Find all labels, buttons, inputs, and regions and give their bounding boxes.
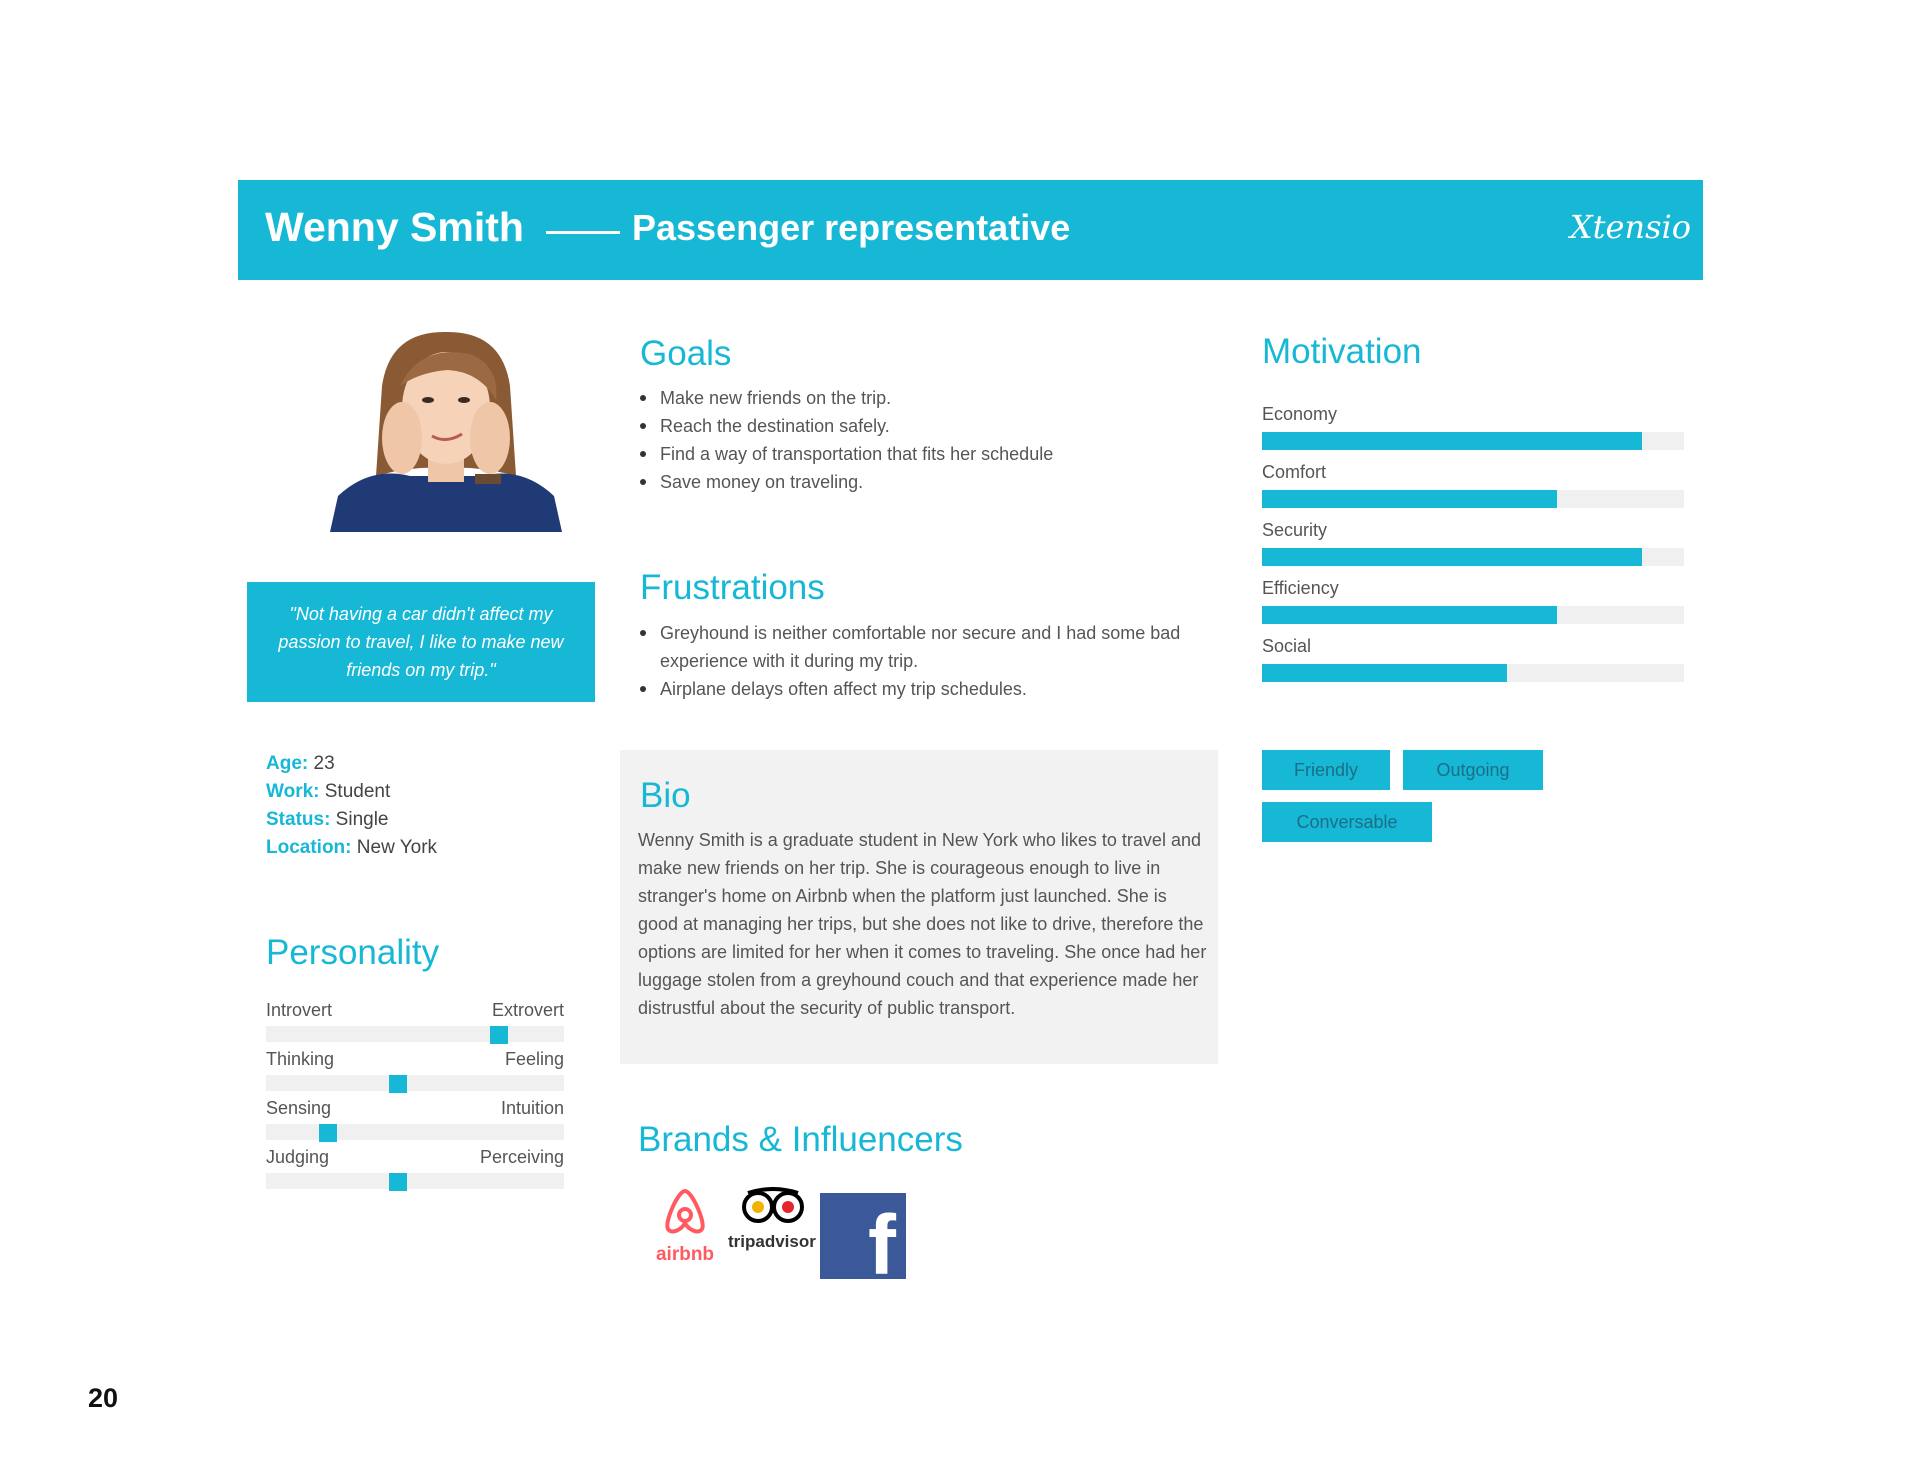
motivation-track: [1262, 490, 1684, 508]
persona-info: [266, 750, 437, 862]
bio-title: Bio: [640, 776, 691, 815]
motivation-item: [1262, 636, 1684, 694]
motivation-fill: [1262, 548, 1642, 566]
info-age: Age: 23: [266, 753, 335, 774]
scale-right-label: Feeling: [504, 1049, 564, 1069]
scale-track: [266, 1026, 564, 1042]
tag-friendly: Friendly: [1262, 750, 1390, 790]
motivation-track: [1262, 432, 1684, 450]
motivation-item: [1262, 520, 1684, 578]
personality-scale: [266, 1000, 564, 1049]
tag-conversable: Conversable: [1262, 802, 1432, 842]
facebook-logo: [820, 1193, 906, 1292]
personality-scale: [266, 1147, 564, 1196]
motivation-item: [1262, 462, 1684, 520]
scale-right-label: Perceiving: [479, 1147, 564, 1167]
goal-item: Make new friends on the trip.: [638, 384, 1198, 412]
tripadvisor-label: tripadvisor: [728, 1232, 816, 1251]
motivation-label: Security: [1262, 520, 1328, 540]
scale-track: [266, 1173, 564, 1189]
motivation-fill: [1262, 432, 1642, 450]
goal-item: Save money on traveling.: [638, 468, 1198, 496]
scale-marker: [389, 1173, 407, 1191]
goals-title: Goals: [640, 334, 732, 373]
scale-left-label: Sensing: [266, 1098, 332, 1118]
motivation-label: Economy: [1262, 404, 1338, 424]
scale-right-label: Intuition: [500, 1098, 564, 1118]
scale-marker: [389, 1075, 407, 1093]
motivation-item: [1262, 404, 1684, 462]
motivation-label: Social: [1262, 636, 1312, 656]
airbnb-label: airbnb: [655, 1244, 715, 1265]
scale-marker: [490, 1026, 508, 1044]
info-status: Status: Single: [266, 809, 389, 830]
persona-role: Passenger representative: [632, 207, 1071, 248]
scale-left-label: Introvert: [266, 1000, 333, 1020]
motivation-title: Motivation: [1262, 332, 1422, 371]
persona-header: [238, 180, 1703, 280]
scale-marker: [319, 1124, 337, 1142]
frustrations-list: [638, 619, 1200, 703]
header-dash: [546, 231, 620, 234]
motivation-track: [1262, 606, 1684, 624]
info-location: Location: New York: [266, 837, 438, 858]
persona-photo: [330, 326, 562, 532]
persona-quote: "Not having a car didn't affect my passion to travel, I like to make new friends on my trip.": [247, 582, 595, 702]
info-work: Work: Student: [266, 781, 391, 802]
personality-scale: [266, 1049, 564, 1098]
page-number: 20: [88, 1383, 119, 1413]
motivation-label: Comfort: [1262, 462, 1327, 482]
persona-name: Wenny Smith: [265, 204, 524, 250]
motivation-fill: [1262, 490, 1557, 508]
scale-track: [266, 1075, 564, 1091]
goal-item: Find a way of transportation that fits her schedule: [638, 440, 1198, 468]
frustrations-title: Frustrations: [640, 568, 825, 607]
scale-right-label: Extrovert: [491, 1000, 564, 1020]
scale-track: [266, 1124, 564, 1140]
personality-scale: [266, 1098, 564, 1147]
bio-panel: [620, 750, 1218, 1064]
brands-title: Brands & Influencers: [638, 1120, 963, 1159]
scale-left-label: Thinking: [266, 1049, 335, 1069]
motivation-track: [1262, 548, 1684, 566]
goals-list: [638, 384, 1198, 496]
xtensio-logo: Xtensio: [1569, 208, 1691, 246]
scale-left-label: Judging: [266, 1147, 330, 1167]
bio-text: Wenny Smith is a graduate student in New York who likes to travel and make new friends on her trip. She is courageous enough to live in stranger's home on Airbnb when the platform just launched. She is good at managing her trips, but she does not like to drive, therefore the options are limited for her when it comes to traveling. She once had her luggage stolen from a greyhound couch and that experience made her distrustful about the security of public transport.: [638, 830, 1207, 1018]
frustration-item: Greyhound is neither comfortable nor secure and I had some bad experience with it during my trip.: [638, 619, 1200, 675]
motivation-fill: [1262, 664, 1507, 682]
motivation-track: [1262, 664, 1684, 682]
tripadvisor-logo: [728, 1187, 818, 1275]
facebook-label: f: [868, 1198, 896, 1292]
airbnb-logo: [650, 1187, 720, 1275]
motivation-fill: [1262, 606, 1557, 624]
goal-item: Reach the destination safely.: [638, 412, 1198, 440]
motivation-label: Efficiency: [1262, 578, 1339, 598]
personality-title: Personality: [266, 933, 440, 972]
tag-outgoing: Outgoing: [1403, 750, 1543, 790]
frustration-item: Airplane delays often affect my trip schedules.: [638, 675, 1200, 703]
motivation-item: [1262, 578, 1684, 636]
